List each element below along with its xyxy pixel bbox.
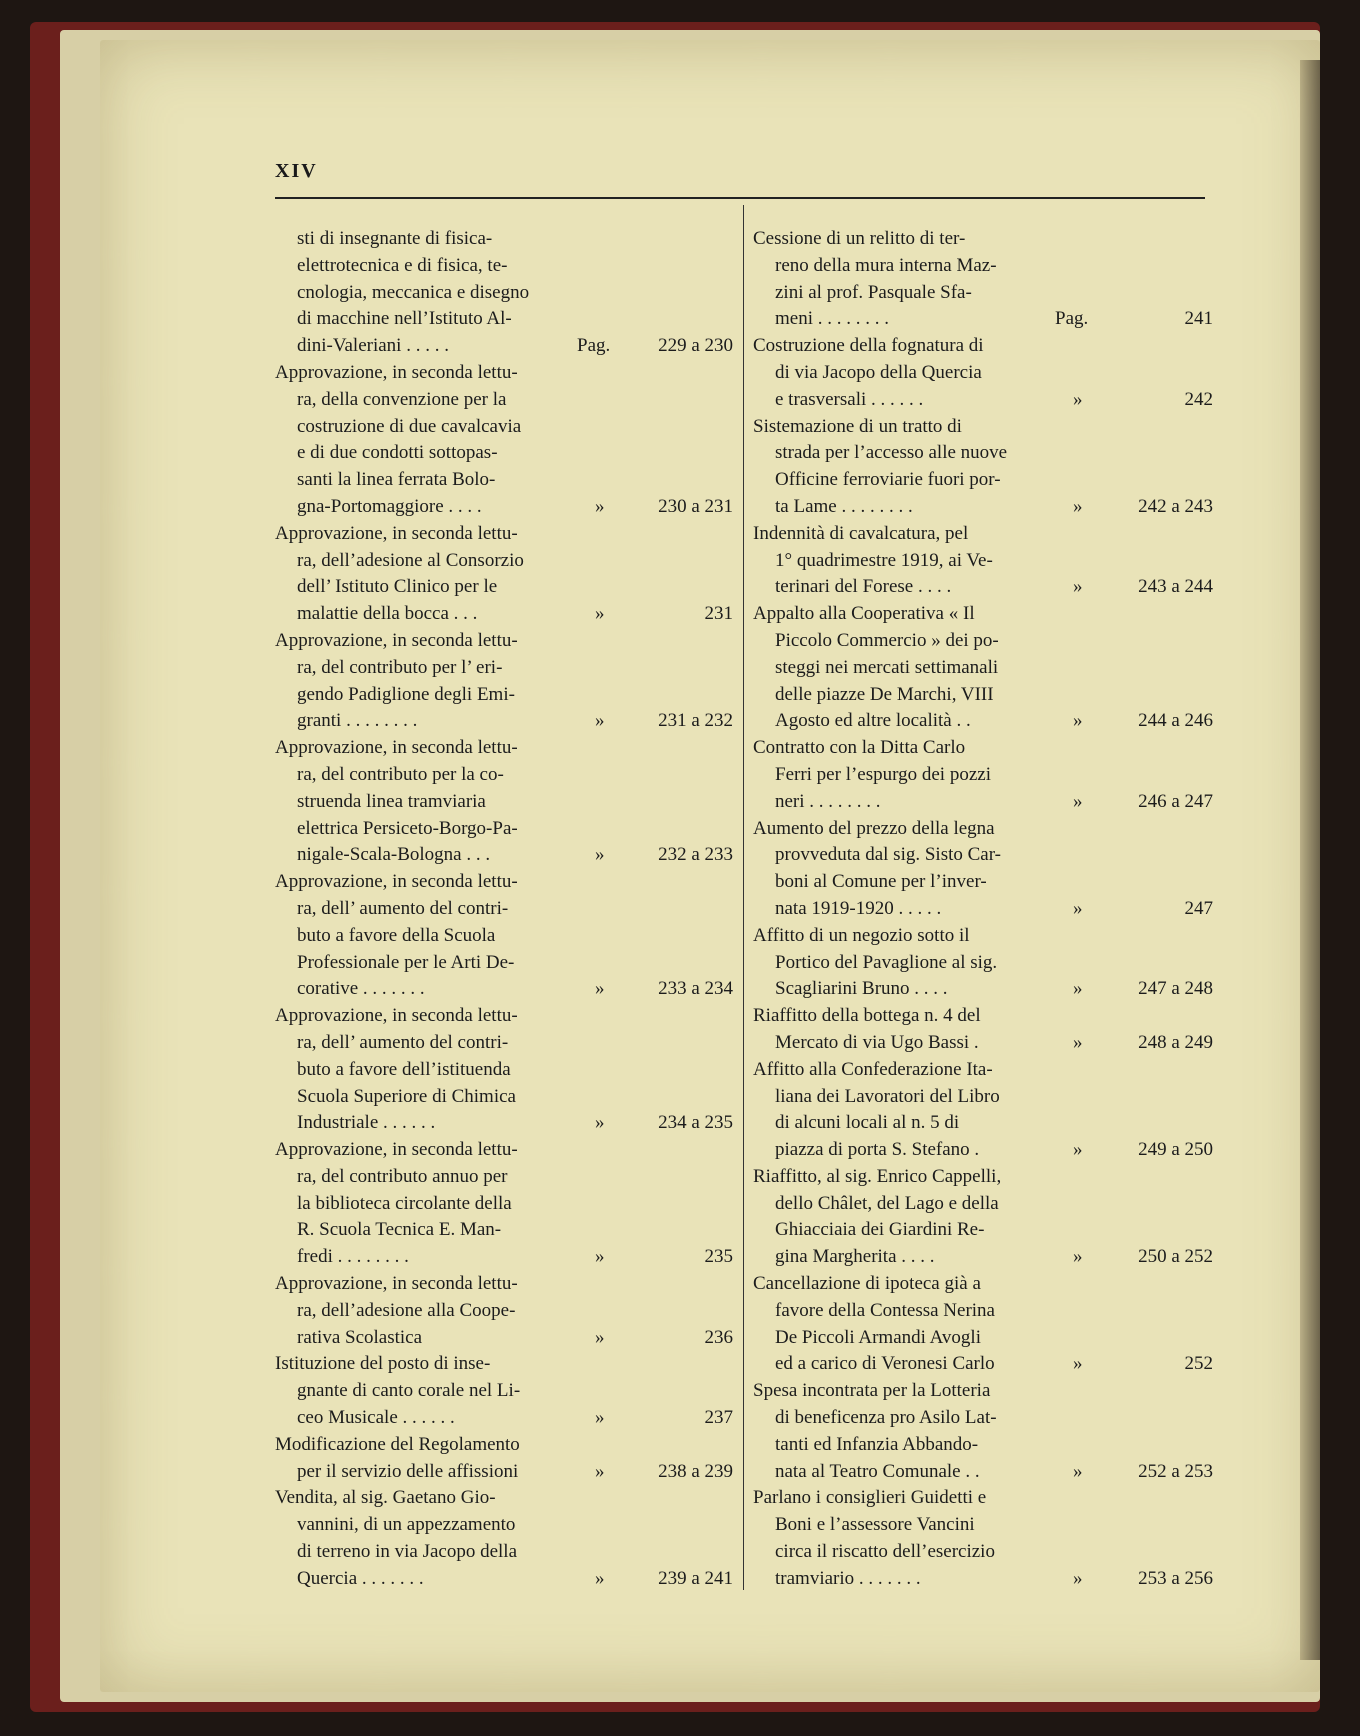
page-range: 229 a 230 (658, 335, 733, 357)
page-range: 231 (704, 603, 733, 625)
entry-text: fredi . . . . . . . . (297, 1246, 409, 1268)
index-line (753, 1110, 1213, 1137)
index-line (753, 1003, 1213, 1030)
index-line (275, 950, 733, 977)
index-line (753, 1271, 1213, 1298)
page-number: XIV (275, 160, 318, 182)
index-line (275, 360, 733, 387)
index-line (275, 682, 733, 709)
entry-text: granti . . . . . . . . (297, 710, 418, 732)
entry-text: De Piccoli Armandi Avogli (775, 1326, 981, 1348)
right-column (753, 226, 1213, 1593)
entry-text: Appalto alla Cooperativa « Il (753, 603, 975, 625)
index-line (275, 628, 733, 655)
page-ref-marker: » (1073, 710, 1083, 732)
page-ref-marker: » (1073, 388, 1083, 410)
index-line (753, 1512, 1213, 1539)
entry-text: struenda linea tramviaria (297, 790, 486, 812)
entry-text: favore della Contessa Nerina (775, 1299, 995, 1321)
index-line (753, 762, 1213, 789)
entry-text: Cancellazione di ipoteca già a (753, 1273, 981, 1295)
index-line (753, 1566, 1213, 1593)
entry-text: la biblioteca circolante della (297, 1192, 512, 1214)
index-line (275, 601, 733, 628)
entry-text: R. Scuola Tecnica E. Man- (297, 1219, 502, 1241)
index-line (275, 789, 733, 816)
page-range: 233 a 234 (658, 978, 733, 1000)
page-range: 252 (1184, 1353, 1213, 1375)
entry-text: ra, del contributo per l’ eri- (297, 656, 503, 678)
entry-text: e trasversali . . . . . . (775, 388, 924, 410)
index-line (753, 1378, 1213, 1405)
index-line (753, 923, 1213, 950)
index-line (275, 1137, 733, 1164)
page-ref-marker: » (595, 710, 605, 732)
index-line (753, 682, 1213, 709)
index-line (275, 280, 733, 307)
index-line (753, 789, 1213, 816)
page-range: 246 a 247 (1138, 790, 1213, 812)
entry-text: sti di insegnante di fisica- (297, 228, 493, 249)
entry-text: tramviario . . . . . . . (775, 1567, 921, 1589)
entry-text: Scagliarini Bruno . . . . (775, 978, 948, 1000)
page-range: 247 (1184, 897, 1213, 919)
entry-text: Quercia . . . . . . . (297, 1567, 424, 1589)
entry-text: Approvazione, in seconda lettu- (275, 737, 518, 759)
entry-text: Riaffitto, al sig. Enrico Cappelli, (753, 1165, 1002, 1187)
index-line (753, 360, 1213, 387)
entry-text: nata 1919-1920 . . . . . (775, 897, 942, 919)
entry-text: ra, dell’ aumento del contri- (297, 897, 509, 919)
entry-text: Istituzione del posto di inse- (275, 1353, 491, 1375)
entry-text: terinari del Forese . . . . (775, 576, 952, 598)
index-line (753, 1084, 1213, 1111)
page-range: 232 a 233 (658, 844, 733, 866)
index-line (753, 1298, 1213, 1325)
page-ref-marker: » (1073, 790, 1083, 812)
index-line (753, 253, 1213, 280)
entry-text: Vendita, al sig. Gaetano Gio- (275, 1487, 496, 1509)
page-ref-marker: » (1073, 576, 1083, 598)
index-line (275, 1057, 733, 1084)
entry-text: cnologia, meccanica e disegno (297, 281, 530, 303)
page-range: 241 (1184, 308, 1213, 330)
index-line (275, 1539, 733, 1566)
entry-text: di beneficenza pro Asilo Lat- (775, 1407, 997, 1429)
page-range: 244 a 246 (1138, 710, 1213, 732)
index-line (753, 869, 1213, 896)
entry-text: Piccolo Commercio » dei po- (775, 629, 999, 651)
entry-text: Boni e l’assessore Vancini (775, 1514, 975, 1536)
index-line (753, 1164, 1213, 1191)
entry-text: Approvazione, in seconda lettu- (275, 1139, 518, 1161)
entry-text: costruzione di due cavalcavia (297, 415, 522, 437)
index-line (275, 1351, 733, 1378)
index-line (275, 816, 733, 843)
entry-text: Riaffitto della bottega n. 4 del (753, 1005, 981, 1027)
entry-text: Ghiacciaia dei Giardini Re- (775, 1219, 985, 1241)
index-line (753, 280, 1213, 307)
index-line (753, 1351, 1213, 1378)
entry-text: ra, dell’adesione alla Coope- (297, 1299, 516, 1321)
index-line (753, 628, 1213, 655)
entry-text: Ferri per l’espurgo dei pozzi (775, 763, 991, 785)
entry-text: nata al Teatro Comunale . . (775, 1460, 980, 1482)
index-line (753, 708, 1213, 735)
entry-text: Affitto alla Confederazione Ita- (753, 1058, 993, 1080)
entry-text: gendo Padiglione degli Emi- (297, 683, 515, 705)
column-divider (743, 205, 744, 1590)
page-range: 235 (704, 1246, 733, 1268)
index-line (275, 1566, 733, 1593)
entry-text: reno della mura interna Maz- (775, 254, 997, 276)
index-line (753, 976, 1213, 1003)
page-range: 234 a 235 (658, 1112, 733, 1134)
index-line (753, 306, 1213, 333)
index-line (753, 1137, 1213, 1164)
index-line (275, 708, 733, 735)
entry-text: ceo Musicale . . . . . . (297, 1407, 455, 1429)
entry-text: elettrotecnica e di fisica, te- (297, 254, 508, 276)
entry-text: Approvazione, in seconda lettu- (275, 522, 518, 544)
index-line (753, 1405, 1213, 1432)
index-line (275, 1030, 733, 1057)
entry-text: Professionale per le Arti De- (297, 951, 515, 973)
index-line (275, 896, 733, 923)
page-ref-marker: » (1073, 978, 1083, 1000)
entry-text: buto a favore della Scuola (297, 924, 496, 946)
entry-text: nigale-Scala-Bologna . . . (297, 844, 491, 866)
index-line (753, 601, 1213, 628)
page-range: 243 a 244 (1138, 576, 1213, 598)
index-line (275, 333, 733, 360)
entry-text: zini al prof. Pasquale Sfa- (775, 281, 972, 303)
page-ref-marker: » (1073, 1031, 1083, 1053)
entry-text: Affitto di un negozio sotto il (753, 924, 970, 946)
entry-text: Contratto con la Ditta Carlo (753, 737, 966, 759)
page-range: 248 a 249 (1138, 1031, 1213, 1053)
page-ref-marker: » (595, 1460, 605, 1482)
entry-text: Approvazione, in seconda lettu- (275, 629, 518, 651)
entry-text: per il servizio delle affissioni (297, 1460, 519, 1482)
index-line (753, 1191, 1213, 1218)
page-range: 239 a 241 (658, 1567, 733, 1589)
entry-text: ra, della convenzione per la (297, 388, 507, 410)
entry-text: Scuola Superiore di Chimica (297, 1085, 516, 1107)
index-line (275, 226, 733, 253)
page-ref-marker: » (1073, 1139, 1083, 1161)
page-range: 237 (704, 1407, 733, 1429)
entry-text: Approvazione, in seconda lettu- (275, 1273, 518, 1295)
index-line (275, 548, 733, 575)
entry-text: gna-Portomaggiore . . . . (297, 495, 482, 517)
entry-text: e di due condotti sottopas- (297, 442, 498, 464)
index-line (275, 655, 733, 682)
index-line (753, 494, 1213, 521)
page-range: 242 (1184, 388, 1213, 410)
page-ref-marker: » (595, 495, 605, 517)
entry-text: Cessione di un relitto di ter- (753, 228, 966, 249)
index-line (275, 869, 733, 896)
entry-text: Indennità di cavalcatura, pel (753, 522, 969, 544)
entry-text: gnante di canto corale nel Li- (297, 1380, 521, 1402)
index-line (275, 467, 733, 494)
entry-text: ra, del contributo per la co- (297, 763, 504, 785)
entry-text: Modificazione del Regolamento (275, 1433, 520, 1455)
page-range: 231 a 232 (658, 710, 733, 732)
index-line (753, 842, 1213, 869)
entry-text: Mercato di via Ugo Bassi . (775, 1031, 979, 1053)
index-line (753, 1459, 1213, 1486)
entry-text: ed a carico di Veronesi Carlo (775, 1353, 995, 1375)
entry-text: boni al Comune per l’inver- (775, 871, 987, 893)
page-ref-marker: » (595, 1567, 605, 1589)
index-line (275, 735, 733, 762)
page-range: 252 a 253 (1138, 1460, 1213, 1482)
entry-text: tanti ed Infanzia Abbando- (775, 1433, 979, 1455)
index-line (275, 1325, 733, 1352)
index-line (275, 414, 733, 441)
index-line (275, 521, 733, 548)
page-range: 238 a 239 (658, 1460, 733, 1482)
entry-text: di alcuni locali al n. 5 di (775, 1112, 960, 1134)
entry-text: liana dei Lavoratori del Libro (775, 1085, 1000, 1107)
entry-text: Agosto ed altre località . . (775, 710, 971, 732)
index-line (753, 1244, 1213, 1271)
entry-text: provveduta dal sig. Sisto Car- (775, 844, 1002, 866)
index-line (275, 253, 733, 280)
index-line (275, 1298, 733, 1325)
index-line (753, 655, 1213, 682)
header-rule (275, 197, 1205, 199)
page-range: 250 a 252 (1138, 1246, 1213, 1268)
entry-text: strada per l’accesso alle nuove (775, 442, 1008, 464)
index-line (753, 226, 1213, 253)
entry-text: gina Margherita . . . . (775, 1246, 935, 1268)
index-line (275, 1512, 733, 1539)
entry-text: ta Lame . . . . . . . . (775, 495, 913, 517)
index-line (275, 1191, 733, 1218)
index-line (753, 1217, 1213, 1244)
entry-text: Officine ferroviarie fuori por- (775, 469, 1001, 491)
index-line (753, 735, 1213, 762)
index-line (753, 1030, 1213, 1057)
index-line (275, 1271, 733, 1298)
index-line (753, 1539, 1213, 1566)
index-line (275, 387, 733, 414)
index-line (275, 976, 733, 1003)
entry-text: malattie della bocca . . . (297, 603, 478, 625)
entry-text: Portico del Pavaglione al sig. (775, 951, 998, 973)
entry-text: circa il riscatto dell’esercizio (775, 1541, 995, 1563)
index-line (275, 494, 733, 521)
page-ref-marker: » (595, 844, 605, 866)
entry-text: di via Jacopo della Quercia (775, 361, 982, 383)
entry-text: santi la linea ferrata Bolo- (297, 469, 496, 491)
index-line (753, 574, 1213, 601)
index-line (275, 842, 733, 869)
page-ref-marker: » (1073, 897, 1083, 919)
entry-text: meni . . . . . . . . (775, 308, 889, 330)
index-line (753, 1485, 1213, 1512)
index-line (275, 923, 733, 950)
page-ref-marker: » (595, 1112, 605, 1134)
index-line (753, 548, 1213, 575)
page-range: 242 a 243 (1138, 495, 1213, 517)
page-ref-marker: » (595, 1246, 605, 1268)
entry-text: piazza di porta S. Stefano . (775, 1139, 980, 1161)
index-line (753, 1325, 1213, 1352)
entry-text: buto a favore dell’istituenda (297, 1058, 511, 1080)
entry-text: neri . . . . . . . . (775, 790, 881, 812)
index-line (275, 1459, 733, 1486)
entry-text: dell’ Istituto Clinico per le (297, 576, 498, 598)
entry-text: di macchine nell’Istituto Al- (297, 308, 512, 330)
index-line (753, 816, 1213, 843)
entry-text: rativa Scolastica (297, 1326, 423, 1348)
page-ref-marker: » (1073, 1460, 1083, 1482)
index-line (753, 440, 1213, 467)
page-range: 249 a 250 (1138, 1139, 1213, 1161)
index-line (753, 467, 1213, 494)
page-ref-marker: » (1073, 1567, 1083, 1589)
index-line (275, 1164, 733, 1191)
entry-text: dini-Valeriani . . . . . (297, 335, 449, 357)
entry-text: vannini, di un appezzamento (297, 1514, 516, 1536)
index-line (753, 333, 1213, 360)
index-line (753, 950, 1213, 977)
page-ref-marker: » (595, 1326, 605, 1348)
index-line (753, 1057, 1213, 1084)
index-line (753, 387, 1213, 414)
index-line (753, 896, 1213, 923)
page-range: 253 a 256 (1138, 1567, 1213, 1589)
index-line (275, 1084, 733, 1111)
index-line (275, 1217, 733, 1244)
page-ref-marker: » (595, 1407, 605, 1429)
entry-text: 1° quadrimestre 1919, ai Ve- (775, 549, 993, 571)
entry-text: Aumento del prezzo della legna (753, 817, 995, 839)
page-range: 230 a 231 (658, 495, 733, 517)
entry-text: Parlano i consiglieri Guidetti e (753, 1487, 987, 1509)
index-line (275, 1110, 733, 1137)
page-range: 247 a 248 (1138, 978, 1213, 1000)
index-line (275, 1485, 733, 1512)
index-line (753, 414, 1213, 441)
index-line (275, 1432, 733, 1459)
index-line (275, 574, 733, 601)
entry-text: corative . . . . . . . (297, 978, 425, 1000)
page-ref-marker: » (1073, 1246, 1083, 1268)
index-line (275, 1378, 733, 1405)
entry-text: di terreno in via Jacopo della (297, 1541, 518, 1563)
entry-text: Spesa incontrata per la Lotteria (753, 1380, 991, 1402)
entry-text: ra, dell’ aumento del contri- (297, 1031, 509, 1053)
entry-text: Approvazione, in seconda lettu- (275, 361, 518, 383)
index-line (275, 762, 733, 789)
page-ref-marker: Pag. (577, 335, 611, 357)
entry-text: dello Châlet, del Lago e della (775, 1192, 999, 1214)
entry-text: Approvazione, in seconda lettu- (275, 1005, 518, 1027)
page-ref-marker: » (595, 603, 605, 625)
entry-text: Industriale . . . . . . (297, 1112, 436, 1134)
page-gutter-shadow (1300, 60, 1320, 1660)
entry-text: Approvazione, in seconda lettu- (275, 871, 518, 893)
index-line (275, 1405, 733, 1432)
page-ref-marker: » (1073, 495, 1083, 517)
page-ref-marker: » (595, 978, 605, 1000)
page-ref-marker: » (1073, 1353, 1083, 1375)
entry-text: delle piazze De Marchi, VIII (775, 683, 994, 705)
entry-text: ra, del contributo annuo per (297, 1165, 508, 1187)
entry-text: elettrica Persiceto-Borgo-Pa- (297, 817, 518, 839)
index-line (275, 440, 733, 467)
entry-text: steggi nei mercati settimanali (775, 656, 999, 678)
left-column (275, 226, 733, 1593)
entry-text: Sistemazione di un tratto di (753, 415, 962, 437)
index-line (753, 1432, 1213, 1459)
page-range: 236 (704, 1326, 733, 1348)
index-line (275, 306, 733, 333)
index-line (753, 521, 1213, 548)
index-line (275, 1003, 733, 1030)
entry-text: Costruzione della fognatura di (753, 335, 984, 357)
index-line (275, 1244, 733, 1271)
page-ref-marker: Pag. (1055, 308, 1089, 330)
entry-text: ra, dell’adesione al Consorzio (297, 549, 524, 571)
